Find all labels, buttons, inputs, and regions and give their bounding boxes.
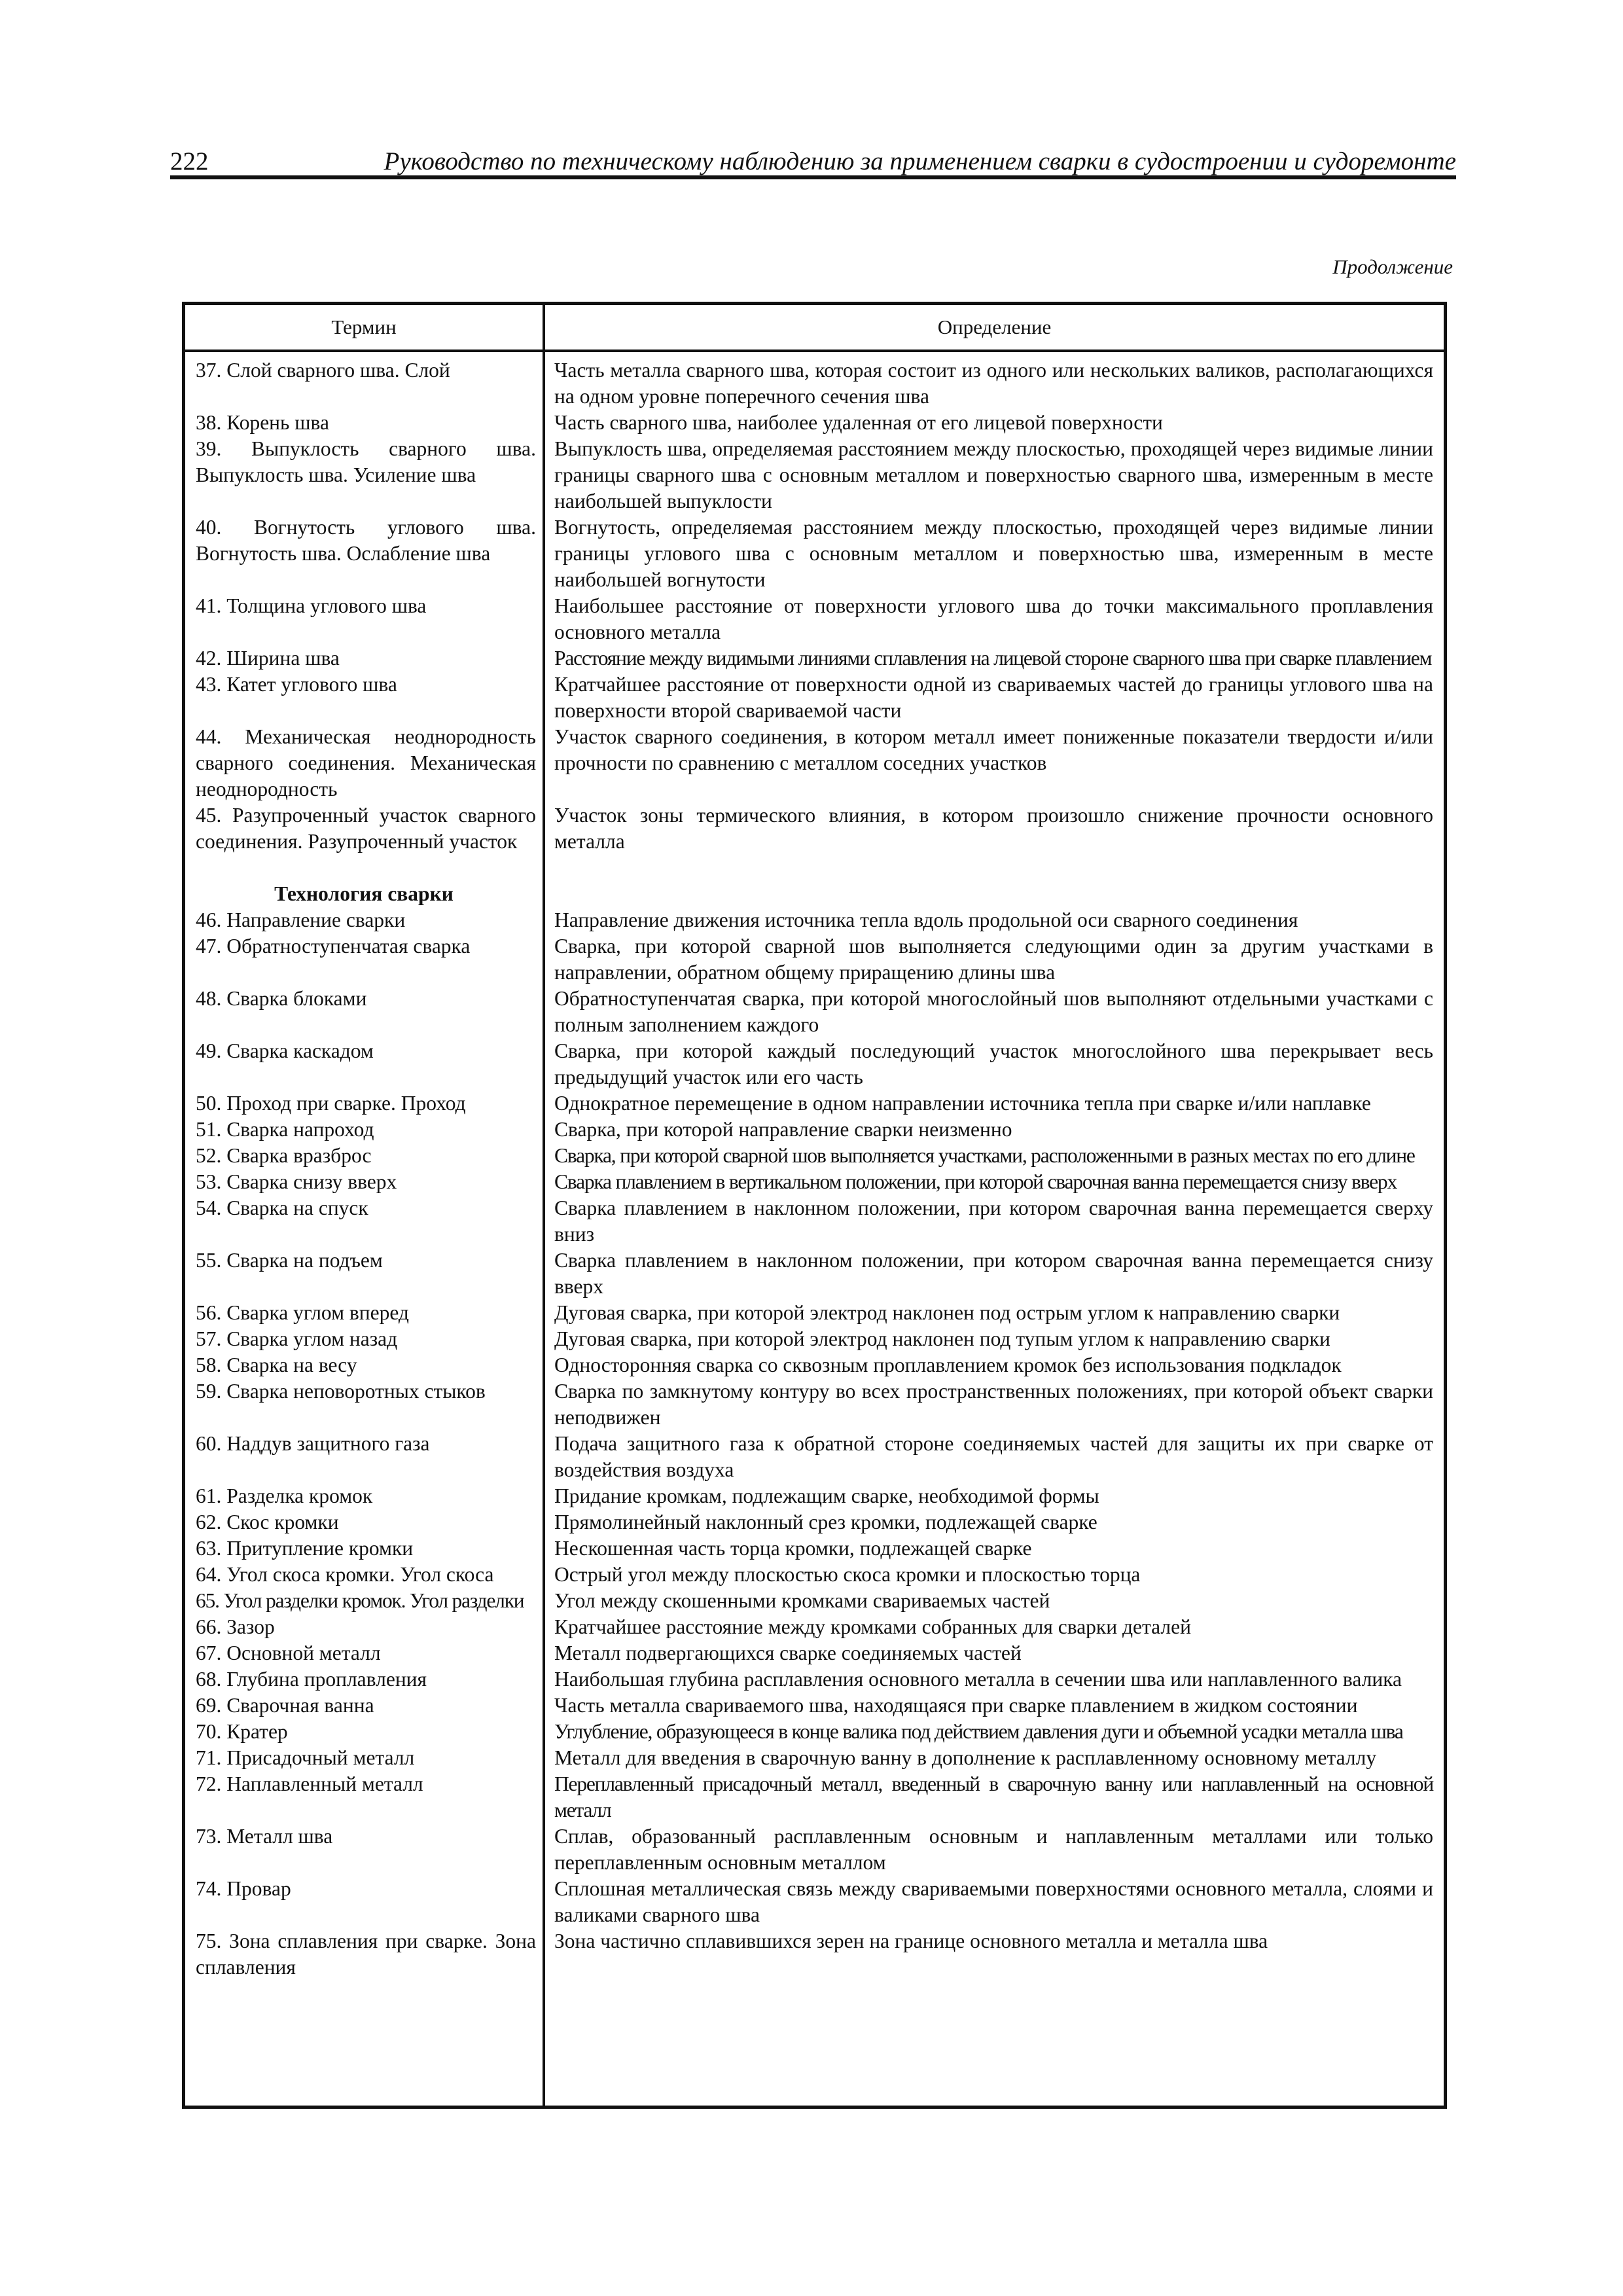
term-cell: 40. Вогнутость углового шва. Вогнутость шва. Ослабление шва xyxy=(196,516,536,565)
definition-cell: Острый угол между плоскостью скоса кромки и плоскостью торца xyxy=(554,1563,1141,1586)
table-row xyxy=(185,1431,1444,1483)
definition-cell: Металл подвергающихся сварке соединяемых частей xyxy=(554,1641,1022,1664)
table-row xyxy=(185,1719,1444,1745)
term-cell: 59. Сварка неповоротных стыков xyxy=(196,1380,486,1403)
table-row xyxy=(185,1666,1444,1693)
definition-cell: Наибольшая глубина расплавления основного металла в сечении шва или наплавленного валика xyxy=(554,1668,1402,1691)
definition-cell: Часть сварного шва, наиболее удаленная от его лицевой поверхности xyxy=(554,411,1163,434)
definition-cell: Часть металла свариваемого шва, находящаяся при сварке плавлением в жидком состоянии xyxy=(554,1694,1358,1717)
table-row xyxy=(185,1745,1444,1771)
term-cell: 74. Провар xyxy=(196,1877,291,1900)
definition-cell: Сварка, при которой сварной шов выполняется участками, расположенными в разных местах по его длине xyxy=(554,1144,1415,1167)
definition-cell: Часть металла сварного шва, которая состоит из одного или нескольких валиков, располагающихся на одном уровне поперечного сечения шва xyxy=(554,359,1433,408)
term-cell: 68. Глубина проплавления xyxy=(196,1668,427,1691)
page-number: 222 xyxy=(170,147,209,175)
table-row xyxy=(185,1614,1444,1640)
term-cell: 49. Сварка каскадом xyxy=(196,1039,374,1062)
term-cell: 54. Сварка на спуск xyxy=(196,1196,368,1219)
definition-cell: Придание кромкам, подлежащим сварке, необходимой формы xyxy=(554,1484,1099,1507)
table-row xyxy=(185,1378,1444,1431)
term-cell: 43. Катет углового шва xyxy=(196,673,397,696)
term-cell: 37. Слой сварного шва. Слой xyxy=(196,359,450,382)
term-cell: 67. Основной металл xyxy=(196,1641,381,1664)
term-cell: 60. Наддув защитного газа xyxy=(196,1432,430,1455)
table-row xyxy=(185,1640,1444,1666)
table-row xyxy=(185,802,1444,855)
page-header xyxy=(170,141,1456,180)
definition-cell: Односторонняя сварка со сквозным проплавлением кромок без использования подкладок xyxy=(554,1354,1342,1376)
term-cell: 53. Сварка снизу вверх xyxy=(196,1170,397,1193)
definition-cell: Сварка плавлением в вертикальном положении, при которой сварочная ванна перемещается снизу вверх xyxy=(554,1170,1397,1193)
table-row xyxy=(185,1117,1444,1143)
section-title: Технология сварки xyxy=(274,882,454,905)
table-row xyxy=(185,1509,1444,1535)
table-row xyxy=(185,1326,1444,1352)
running-title: Руководство по техническому наблюдению за применением сварки в судостроении и судоремонте xyxy=(383,147,1456,175)
term-cell: 58. Сварка на весу xyxy=(196,1354,357,1376)
term-cell: 71. Присадочный металл xyxy=(196,1746,415,1769)
table-row xyxy=(185,986,1444,1038)
table-row xyxy=(185,1562,1444,1588)
definition-cell: Участок сварного соединения, в котором металл имеет пониженные показатели твердости и/или прочности по сравнению с металлом соседних участков xyxy=(554,725,1433,774)
definition-cell: Переплавленный присадочный металл, введенный в сварочную ванну или наплавленный на основной металл xyxy=(554,1772,1433,1821)
term-cell: 50. Проход при сварке. Проход xyxy=(196,1092,466,1115)
term-cell: 45. Разупроченный участок сварного соединения. Разупроченный участок xyxy=(196,804,536,853)
definition-cell: Наибольшее расстояние от поверхности углового шва до точки максимального проплавления основного металла xyxy=(554,594,1433,643)
term-cell: 41. Толщина углового шва xyxy=(196,594,427,617)
definition-cell: Направление движения источника тепла вдоль продольной оси сварного соединения xyxy=(554,908,1298,931)
definition-cell: Углубление, образующееся в конце валика под действием давления дуги и объемной усадки металла шва xyxy=(554,1720,1403,1743)
table-row xyxy=(185,593,1444,645)
definition-cell: Металл для введения в сварочную ванну в дополнение к расплавленному основному металлу xyxy=(554,1746,1377,1769)
table-row xyxy=(185,1352,1444,1378)
term-cell: 55. Сварка на подъем xyxy=(196,1249,383,1272)
definition-cell: Сварка плавлением в наклонном положении, при котором сварочная ванна перемещается снизу вверх xyxy=(554,1249,1433,1298)
definition-cell: Вогнутость, определяемая расстоянием между плоскостью, проходящей через видимые линии границы углового шва с основным металлом и поверхностью шва, измеренным в месте наибольшей вогнутости xyxy=(554,516,1433,591)
terms-table xyxy=(182,302,1447,2109)
term-cell: 42. Ширина шва xyxy=(196,647,340,670)
term-cell: 44. Механическая неоднородность сварного соединения. Механическая неоднородность xyxy=(196,725,536,800)
table-row xyxy=(185,1693,1444,1719)
table-row xyxy=(185,1483,1444,1509)
term-cell: 69. Сварочная ванна xyxy=(196,1694,374,1717)
term-cell: 62. Скос кромки xyxy=(196,1511,339,1534)
definition-cell: Подача защитного газа к обратной стороне соединяемых частей для защиты их при сварке от воздействия воздуха xyxy=(554,1432,1433,1481)
table-row xyxy=(185,514,1444,593)
table-row xyxy=(185,672,1444,724)
term-cell: 66. Зазор xyxy=(196,1615,275,1638)
table-row xyxy=(185,1823,1444,1876)
definition-cell: Сварка по замкнутому контуру во всех пространственных положениях, при которой объект сварки неподвижен xyxy=(554,1380,1433,1429)
definition-cell: Кратчайшее расстояние между кромками собранных для сварки деталей xyxy=(554,1615,1191,1638)
table-row xyxy=(185,724,1444,802)
term-cell: 61. Разделка кромок xyxy=(196,1484,373,1507)
table-row xyxy=(185,357,1444,410)
term-cell: 70. Кратер xyxy=(196,1720,288,1743)
table-row xyxy=(185,1588,1444,1614)
term-cell: 63. Притупление кромки xyxy=(196,1537,414,1560)
definition-cell: Обратноступенчатая сварка, при которой многослойный шов выполняют отдельными участками с полным заполнением каждого xyxy=(554,987,1433,1036)
term-cell: 56. Сварка углом вперед xyxy=(196,1301,409,1324)
definition-cell: Однократное перемещение в одном направлении источника тепла при сварке и/или наплавке xyxy=(554,1092,1371,1115)
table-row xyxy=(185,1090,1444,1117)
table-row xyxy=(185,1038,1444,1090)
section-heading-row xyxy=(185,855,1444,907)
definition-cell: Дуговая сварка, при которой электрод наклонен под острым углом к направлению сварки xyxy=(554,1301,1340,1324)
term-cell: 51. Сварка напроход xyxy=(196,1118,374,1141)
term-cell: 65. Угол разделки кромок. Угол разделки xyxy=(196,1589,524,1612)
term-cell: 72. Наплавленный металл xyxy=(196,1772,423,1795)
table-row xyxy=(185,1876,1444,1928)
table-row xyxy=(185,1169,1444,1195)
definition-cell: Сварка плавлением в наклонном положении, при котором сварочная ванна перемещается сверху вниз xyxy=(554,1196,1433,1246)
term-cell: 38. Корень шва xyxy=(196,411,329,434)
definition-cell: Участок зоны термического влияния, в котором произошло снижение прочности основного металла xyxy=(554,804,1433,853)
column-header-term: Термин xyxy=(331,315,397,338)
table-row xyxy=(185,1300,1444,1326)
table-row xyxy=(185,907,1444,933)
term-cell: 57. Сварка углом назад xyxy=(196,1327,398,1350)
definition-cell: Сварка, при которой сварной шов выполняется следующими один за другим участками в направлении, обратном общему приращению длины шва xyxy=(554,935,1433,984)
definition-cell: Угол между скошенными кромками свариваемых частей xyxy=(554,1589,1050,1612)
term-cell: 64. Угол скоса кромки. Угол скоса xyxy=(196,1563,494,1586)
definition-cell: Сварка, при которой направление сварки неизменно xyxy=(554,1118,1012,1141)
term-cell: 75. Зона сплавления при сварке. Зона сплавления xyxy=(196,1929,536,1979)
definition-cell: Кратчайшее расстояние от поверхности одной из свариваемых частей до границы углового шва на поверхности второй свариваемой части xyxy=(554,673,1433,722)
term-cell: 46. Направление сварки xyxy=(196,908,406,931)
term-cell: 39. Выпуклость сварного шва. Выпуклость шва. Усиление шва xyxy=(196,437,536,486)
column-header-definition: Определение xyxy=(937,315,1052,338)
continuation-label: Продолжение xyxy=(1332,255,1453,278)
table-row xyxy=(185,1535,1444,1562)
definition-cell: Выпуклость шва, определяемая расстоянием между плоскостью, проходящей через видимые линии границы сварного шва с основным металлом и поверхностью сварного шва, измеренным в месте наибольшей выпуклости xyxy=(554,437,1433,512)
table-body xyxy=(185,357,1444,1981)
table-row xyxy=(185,1195,1444,1247)
table-row xyxy=(185,1143,1444,1169)
table-row xyxy=(185,410,1444,436)
definition-cell: Нескошенная часть торца кромки, подлежащей сварке xyxy=(554,1537,1032,1560)
definition-cell: Дуговая сварка, при которой электрод наклонен под тупым углом к направлению сварки xyxy=(554,1327,1330,1350)
definition-cell: Сплошная металлическая связь между свариваемыми поверхностями основного металла, слоями и валиками сварного шва xyxy=(554,1877,1433,1926)
table-row xyxy=(185,436,1444,514)
definition-cell: Прямолинейный наклонный срез кромки, подлежащей сварке xyxy=(554,1511,1097,1534)
term-cell: 48. Сварка блоками xyxy=(196,987,367,1010)
header-rule xyxy=(170,175,1456,179)
definition-cell: Зона частично сплавившихся зерен на границе основного металла и металла шва xyxy=(554,1929,1268,1952)
definition-cell: Расстояние между видимыми линиями сплавления на лицевой стороне сварного шва при сварке плавлением xyxy=(554,647,1432,670)
table-row xyxy=(185,933,1444,986)
term-cell: 52. Сварка вразброс xyxy=(196,1144,372,1167)
table-row xyxy=(185,645,1444,672)
definition-cell: Сварка, при которой каждый последующий участок многослойного шва перекрывает весь предыдущий участок или его часть xyxy=(554,1039,1433,1088)
term-cell: 47. Обратноступенчатая сварка xyxy=(196,935,471,958)
table-row xyxy=(185,1247,1444,1300)
table-header-row xyxy=(185,305,1444,352)
definition-cell: Сплав, образованный расплавленным основным и наплавленным металлами или только переплавленным основным металлом xyxy=(554,1825,1433,1874)
table-row xyxy=(185,1771,1444,1823)
table-row xyxy=(185,1928,1444,1981)
term-cell: 73. Металл шва xyxy=(196,1825,333,1848)
